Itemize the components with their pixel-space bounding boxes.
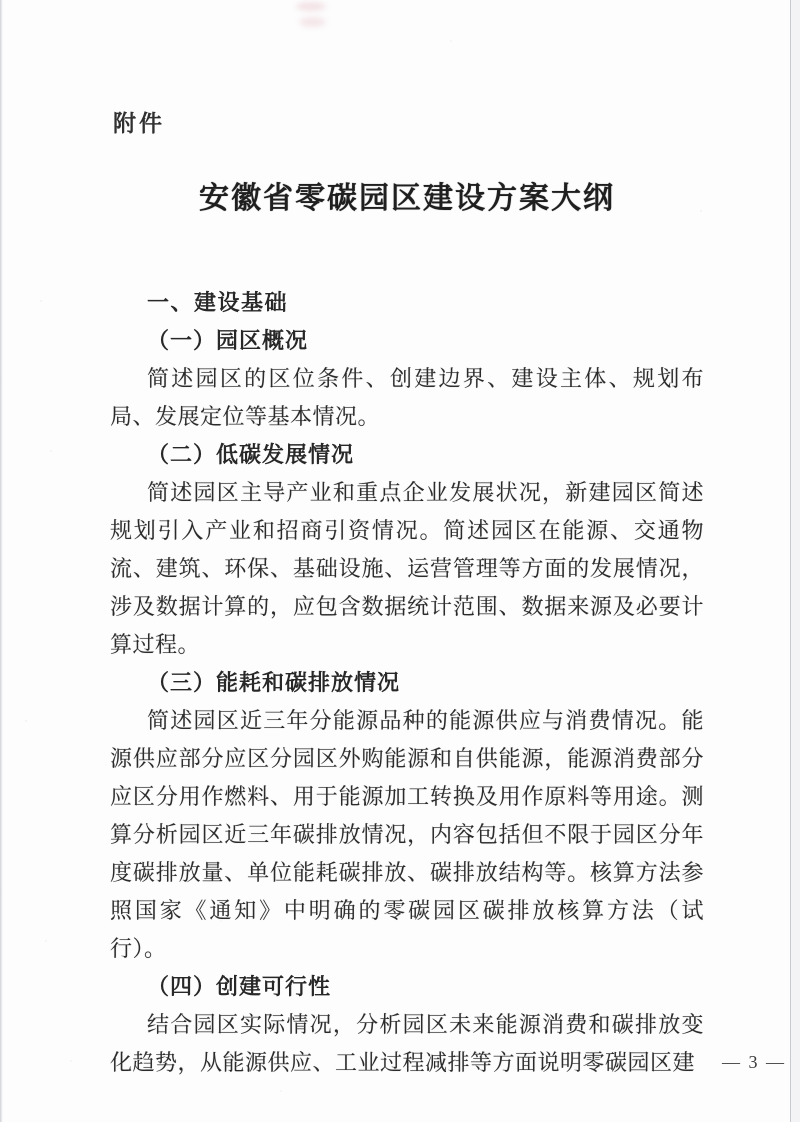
- paragraph: 简述园区主导产业和重点企业发展状况，新建园区简述规划引入产业和招商引资情况。简述园区在能源、交通物流、建筑、环保、基础设施、运营管理等方面的发展情况，涉及数据计算的，应包含数据统计范围、数据来源及必要计算过程。: [110, 480, 704, 657]
- subsection-heading: （三）能耗和碳排放情况: [147, 670, 401, 695]
- document-content: [110, 0, 786, 1122]
- subsection-heading: （二）低碳发展情况: [147, 442, 355, 467]
- document-body: [110, 284, 704, 1082]
- section-heading: 一、建设基础: [147, 290, 289, 315]
- attachment-label: 附件: [113, 110, 165, 136]
- paragraph: 简述园区近三年分能源品种的能源供应与消费情况。能源供应部分应区分园区外购能源和自供能源，能源消费部分应区分用作燃料、用于能源加工转换及用作原料等用途。测算分析园区近三年碳排放情况，内容包括但不限于园区分年度碳排放量、单位能耗碳排放、碳排放结构等。核算方法参照国家《通知》中明确的零碳园区碳排放核算方法（试行）。: [110, 708, 704, 961]
- paragraph: 结合园区实际情况，分析园区未来能源消费和碳排放变化趋势，从能源供应、工业过程减排等方面说明零碳园区建: [110, 1012, 704, 1075]
- scan-edge-left: [0, 0, 3, 1122]
- scan-edge-right: [790, 0, 800, 1122]
- document-title: 安徽省零碳园区建设方案大纲: [199, 182, 615, 215]
- paper-noise: [40, 300, 42, 302]
- paragraph: 简述园区的区位条件、创建边界、建设主体、规划布局、发展定位等基本情况。: [110, 366, 704, 429]
- page-number: — 3 —: [722, 1052, 786, 1072]
- subsection-heading: （一）园区概况: [147, 328, 309, 353]
- subsection-heading: （四）创建可行性: [147, 974, 332, 999]
